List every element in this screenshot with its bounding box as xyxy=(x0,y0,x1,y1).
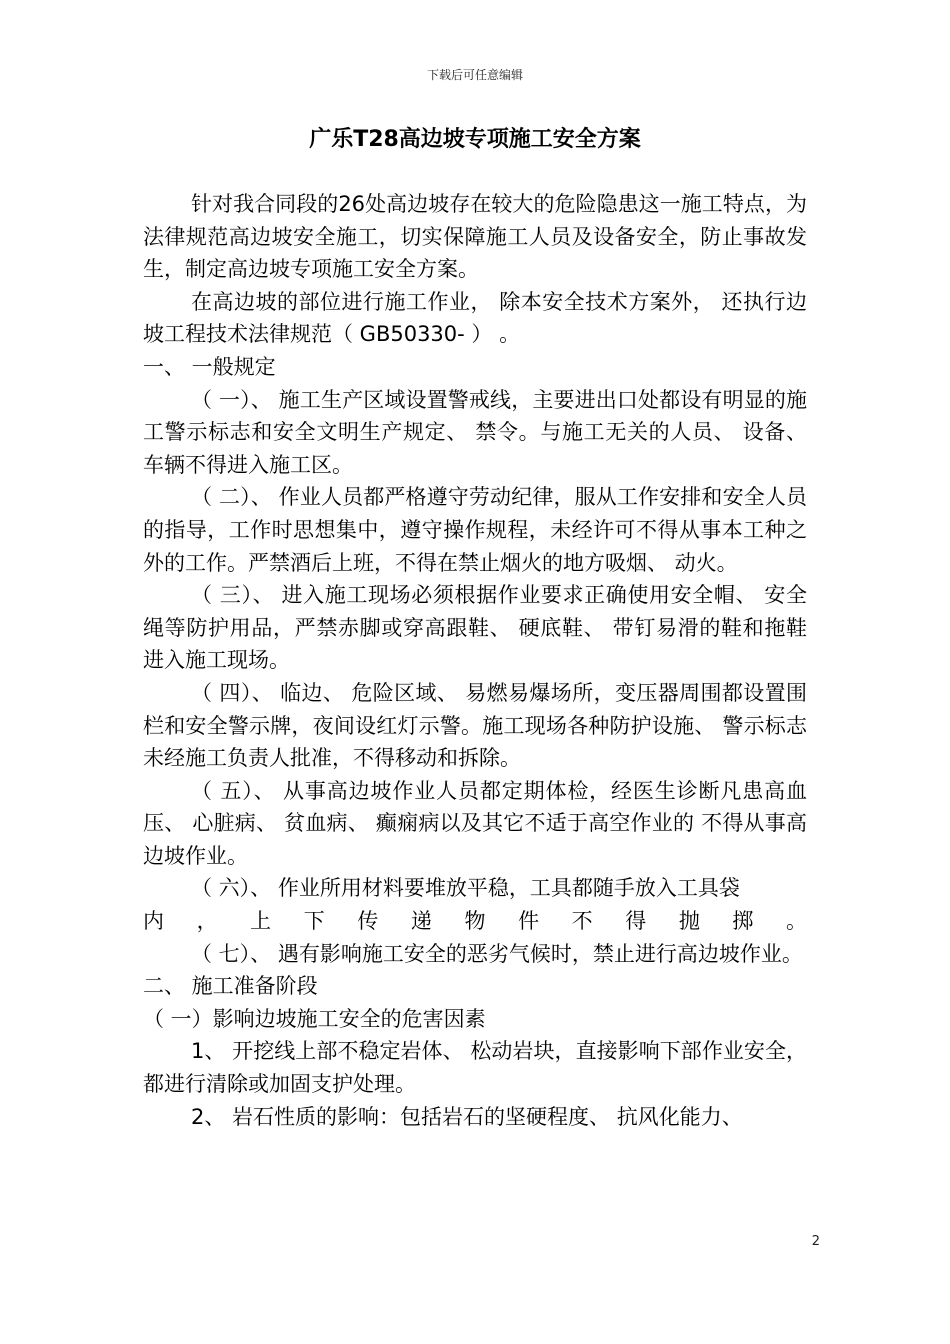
subsection-heading-1: （ 一）影响边坡施工安全的危害因素 xyxy=(143,1006,486,1031)
paragraph-rule-5: （ 五）、 从事高边坡作业人员都定期体检，经医生诊断凡患高血压、 心脏病、 贫血病、 癫痫病以及其它不适于高空作业的 不得从事高边坡作业。 xyxy=(143,778,807,868)
paragraph-factor-2: 2、 岩石性质的影响：包括岩石的坚硬程度、 抗风化能力、 xyxy=(191,1104,743,1129)
paragraph-rule-2: （ 二）、 作业人员都严格遵守劳动纪律，服从工作安排和安全人员的指导，工作时思想集中，遵守操作规程，未经许可不得从事本工种之外的工作。严禁酒后上班，不得在禁止烟火的地方吸烟、 动火。 xyxy=(143,485,807,575)
paragraph-rule-4: （ 四）、 临边、 危险区域、 易燃易爆场所，变压器周围都设置围栏和安全警示牌，夜间设红灯示警。施工现场各种防护设施、 警示标志未经施工负责人批准，不得移动和拆除。 xyxy=(143,680,807,771)
paragraph-rule-1: （ 一）、 施工生产区域设置警戒线，主要进出口处都设有明显的施工警示标志和安全文明生产规定、 禁令。与施工无关的人员、 设备、 车辆不得进入施工区。 xyxy=(143,387,807,477)
paragraph-scope: 在高边坡的部位进行施工作业， 除本安全技术方案外， 还执行边坡工程技术法律规范（ GB50330- ） 。 xyxy=(143,289,807,347)
page-number: 2 xyxy=(811,1234,820,1249)
paragraph-factor-1: 1、 开挖线上部不稳定岩体、 松动岩块，直接影响下部作业安全，都进行清除或加固支护处理。 xyxy=(143,1039,807,1097)
paragraph-rule-6-continued: 内，上下传递物件不得抛掷。 xyxy=(143,909,807,934)
section-heading-2: 二、 施工准备阶段 xyxy=(143,974,318,999)
paragraph-rule-6: （ 六）、 作业所用材料要堆放平稳，工具都随手放入工具袋 xyxy=(191,876,740,901)
section-heading-1: 一、 一般规定 xyxy=(143,354,276,379)
paragraph-intro: 针对我合同段的26处高边坡存在较大的危险隐患这一施工特点，为法律规范高边坡安全施工，切实保障施工人员及设备安全，防止事故发生，制定高边坡专项施工安全方案。 xyxy=(143,192,807,282)
header-note: 下载后可任意编辑 xyxy=(426,68,523,82)
document-body xyxy=(143,188,807,1133)
paragraph-rule-7: （ 七）、 遇有影响施工安全的恶劣气候时，禁止进行高边坡作业。 xyxy=(191,941,803,966)
document-title: 广乐T28高边坡专项施工安全方案 xyxy=(309,127,641,152)
paragraph-rule-3: （ 三）、 进入施工现场必须根据作业要求正确使用安全帽、 安全绳等防护用品，严禁赤脚或穿高跟鞋、 硬底鞋、 带钉易滑的鞋和拖鞋进入施工现场。 xyxy=(143,583,807,673)
